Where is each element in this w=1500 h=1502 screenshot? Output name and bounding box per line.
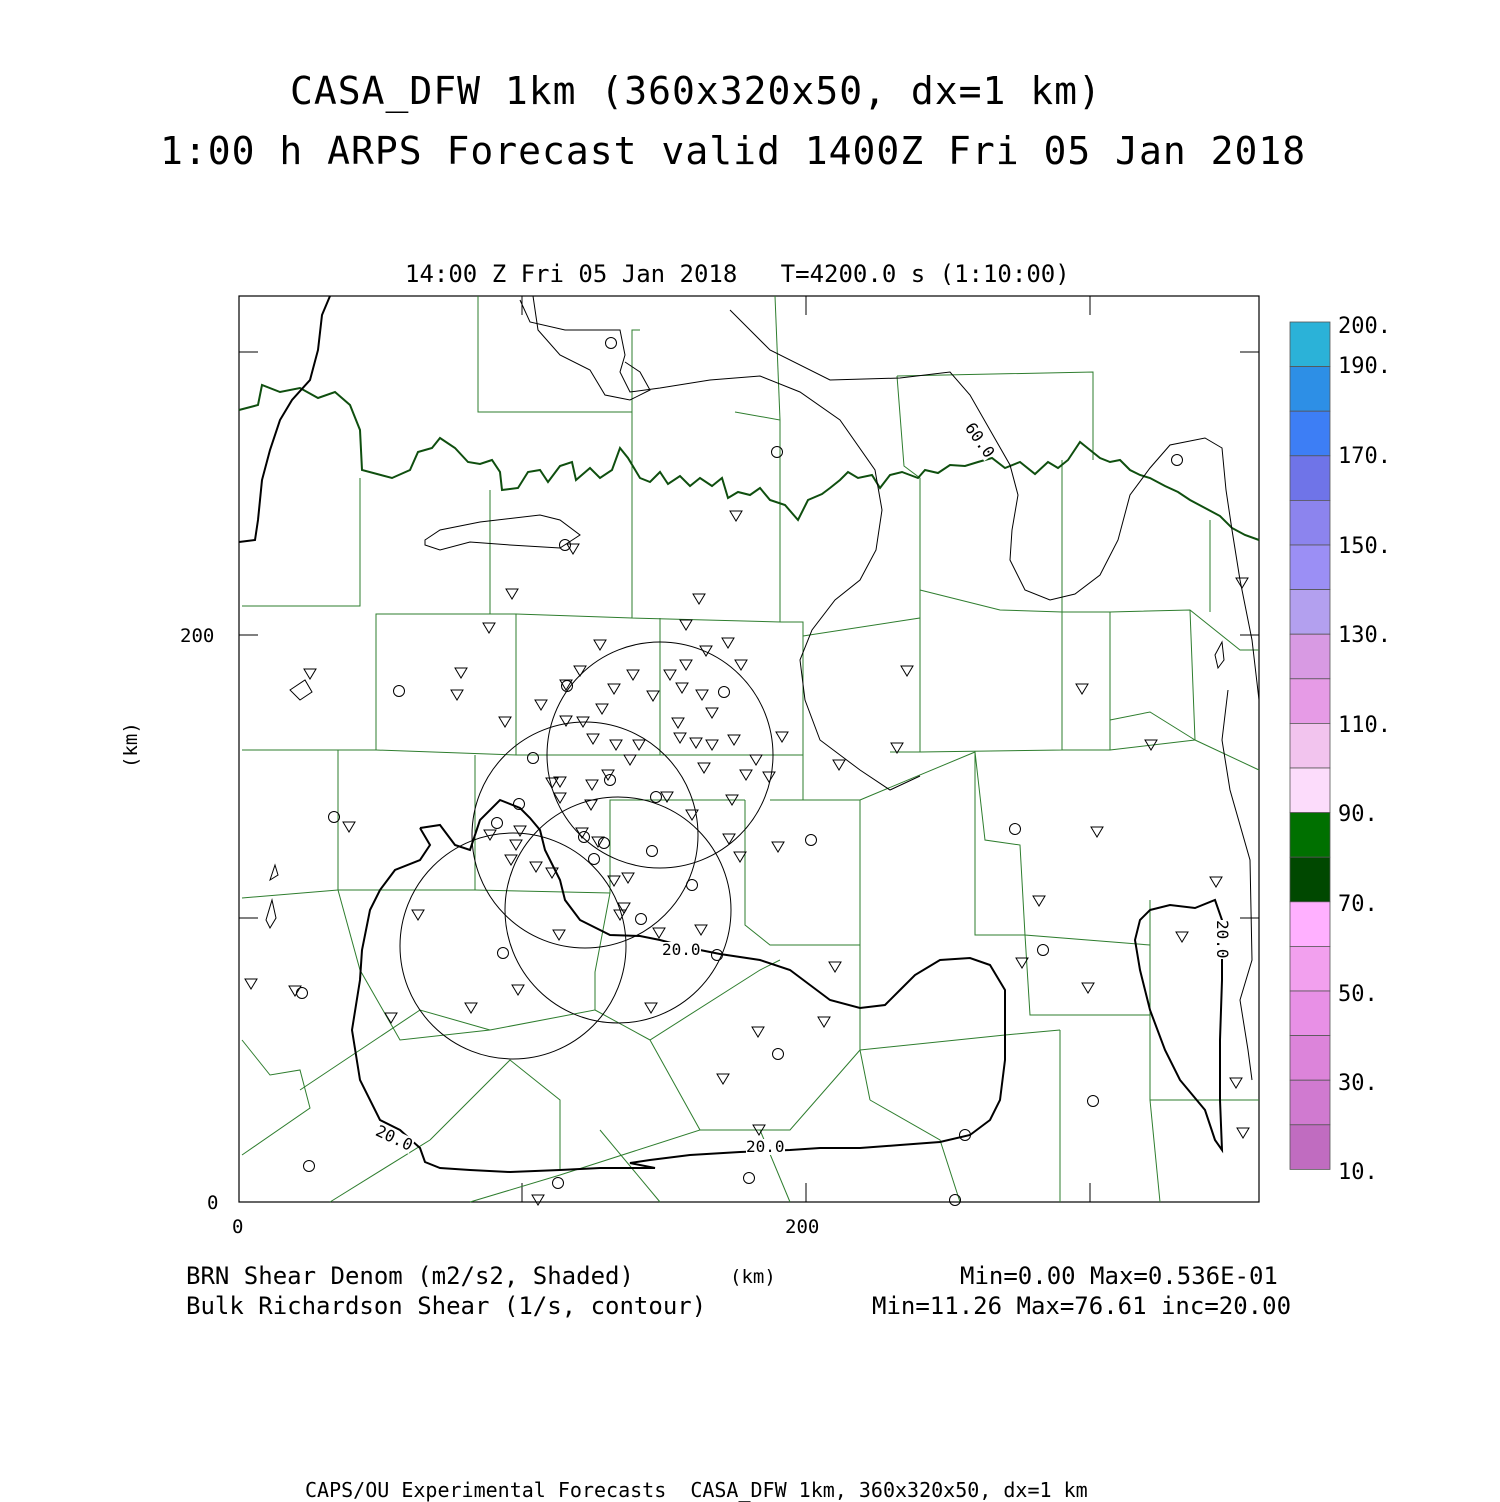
colorbar-label-10: 10. [1338,1160,1378,1185]
contour-field-label: Bulk Richardson Shear (1/s, contour) [186,1292,707,1320]
contour-label-20-a: 20.0 [662,940,701,959]
colorbar-label-30: 30. [1338,1071,1378,1096]
contour-label-20-d: 20.0 [1213,920,1232,959]
colorbar-swatch [1290,946,1330,991]
colorbar-label-190: 190. [1338,354,1391,379]
contours [239,296,1259,1172]
axis-ticks [239,296,1259,1202]
colorbar-label-130: 130. [1338,623,1391,648]
colorbar-swatch [1290,545,1330,590]
colorbar-swatch [1290,411,1330,456]
colorbar-label-150: 150. [1338,534,1391,559]
colorbar-label-110: 110. [1338,713,1391,738]
contour-label-20-b: 20.0 [746,1137,785,1156]
shaded-stats: Min=0.00 Max=0.536E-01 [960,1262,1278,1290]
colorbar-swatch [1290,1080,1330,1125]
plot-time-label: 14:00 Z Fri 05 Jan 2018 T=4200.0 s (1:10:00) [405,260,1070,288]
title-line-1: CASA_DFW 1km (360x320x50, dx=1 km) [290,69,1102,113]
y-axis-unit: (km) [120,722,142,768]
credit-line: CAPS/OU Experimental Forecasts CASA_DFW 1km, 360x320x50, dx=1 km [305,1478,1088,1502]
contour-stats: Min=11.26 Max=76.61 inc=20.00 [872,1292,1292,1320]
colorbar-swatch [1290,634,1330,679]
colorbar-swatch [1290,590,1330,635]
title-line-2: 1:00 h ARPS Forecast valid 1400Z Fri 05 Jan 2018 [160,129,1307,173]
colorbar-label-50: 50. [1338,982,1378,1007]
plot-frame [239,296,1259,1202]
state-border [239,385,1259,540]
x-axis-unit: (km) [730,1266,776,1288]
x-tick-200: 200 [785,1216,820,1238]
colorbar-swatch [1290,456,1330,501]
colorbar-swatch [1290,1125,1330,1170]
radar-range-circles [400,642,773,1059]
colorbar-label-170: 170. [1338,444,1391,469]
colorbar-swatch [1290,857,1330,902]
contour-label-60: 60.0 [961,418,999,462]
contour-label-20-c: 20.0 [372,1121,416,1155]
colorbar-swatch [1290,322,1330,367]
colorbar-swatch [1290,902,1330,947]
colorbar-swatch [1290,367,1330,412]
colorbar-label-90: 90. [1338,802,1378,827]
colorbar-swatch [1290,768,1330,813]
colorbar-swatch [1290,813,1330,858]
colorbar-swatch [1290,500,1330,545]
colorbar-label-200: 200. [1338,314,1391,339]
colorbar-label-70: 70. [1338,892,1378,917]
colorbar-swatch [1290,1036,1330,1081]
colorbar [1290,322,1330,1169]
y-tick-0: 0 [207,1192,219,1214]
colorbar-swatch [1290,723,1330,768]
x-tick-0: 0 [232,1216,244,1238]
y-tick-200: 200 [180,625,215,647]
shaded-field-label: BRN Shear Denom (m2/s2, Shaded) [186,1262,634,1290]
county-lines [242,296,1259,1202]
station-circles [297,338,1183,1206]
colorbar-swatch [1290,679,1330,724]
colorbar-swatch [1290,991,1330,1036]
